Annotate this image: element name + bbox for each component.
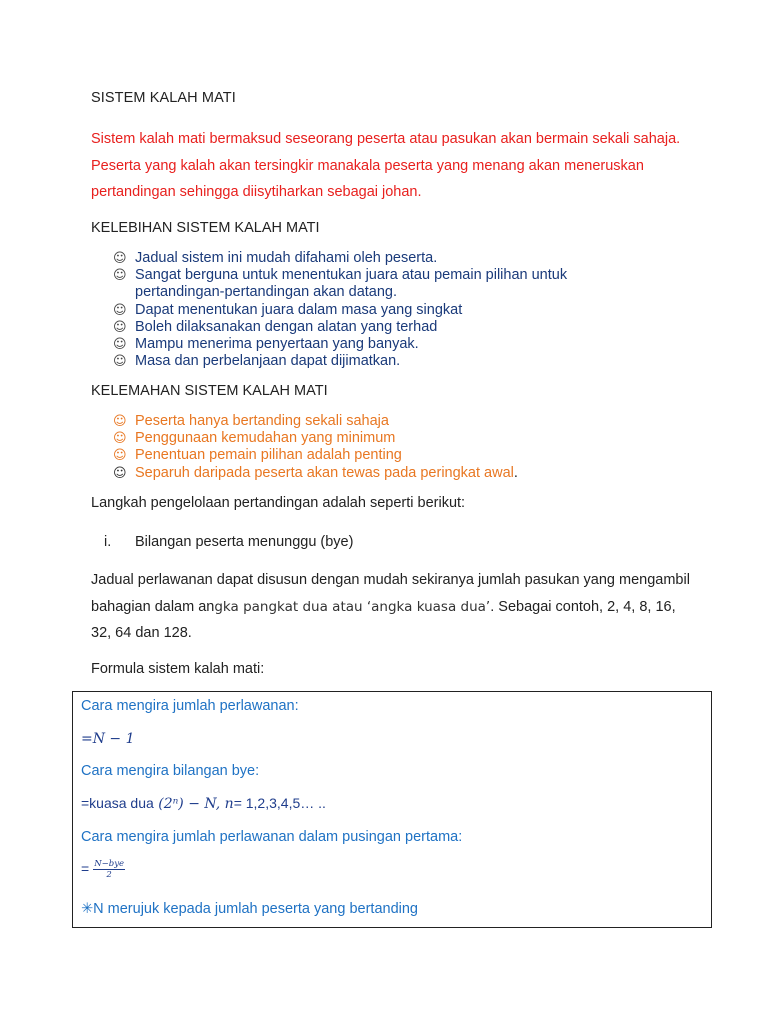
- step-text: Bilangan peserta menunggu (bye): [135, 534, 354, 550]
- disadvantages-list: [113, 413, 633, 482]
- list-item: ☺ Jadual sistem ini mudah difahami oleh peserta.: [113, 250, 438, 266]
- step-number: i.: [104, 534, 112, 550]
- list-item: ☺ Masa dan perbelanjaan dapat dijimatkan.: [113, 353, 401, 370]
- body-paragraph: Jadual perlawanan dapat disusun dengan mudah sekiranya jumlah pasukan yang mengambil bahagian dalam angka pangkat dua atau ‘angka kuasa dua’. Sebagai contoh, 2, 4, 8, 16, 32, 64 dan 128.: [91, 572, 690, 641]
- list-item: ☺ Mampu menerima penyertaan yang banyak.: [113, 336, 419, 353]
- smiley-icon: ☺: [113, 251, 127, 266]
- intro-paragraph: Sistem kalah mati bermaksud seseorang peserta atau pasukan akan bermain sekali sahaja. Peserta yang kalah akan tersingkir manakala peserta yang menang akan meneruskan pertandingan sehingga diisytiharkan sebagai johan.: [91, 131, 681, 200]
- matches-formula: =N − 1: [81, 731, 135, 747]
- page-title: SISTEM KALAH MATI: [91, 90, 236, 106]
- smiley-icon: ☺: [113, 448, 127, 464]
- bye-label: Cara mengira bilangan bye:: [81, 763, 260, 779]
- advantages-list: [113, 250, 613, 370]
- list-item: ☺ Penggunaan kemudahan yang minimum: [113, 430, 396, 447]
- list-item: ☺ Separuh daripada peserta akan tewas pada peringkat awal.: [113, 464, 518, 481]
- note: ✳N merujuk kepada jumlah peserta yang bertanding: [81, 901, 418, 917]
- smiley-icon: ☺: [113, 354, 127, 370]
- list-item: ☺ Penentuan pemain pilihan adalah penting: [113, 447, 402, 464]
- first-round-label: Cara mengira jumlah perlawanan dalam pusingan pertama:: [81, 829, 463, 845]
- list-item: ☺ Peserta hanya bertanding sekali sahaja: [113, 413, 389, 429]
- steps-intro: Langkah pengelolaan pertandingan adalah seperti berikut:: [91, 495, 466, 511]
- smiley-icon: ☺: [113, 414, 127, 429]
- advantages-heading: KELEBIHAN SISTEM KALAH MATI: [91, 220, 320, 236]
- matches-label: Cara mengira jumlah perlawanan:: [81, 698, 299, 714]
- smiley-icon: ☺: [113, 337, 127, 353]
- first-round-formula: = $\frac{\text{N−bye}}{2}$: [81, 859, 125, 880]
- list-item: ☺ Sangat berguna untuk menentukan juara atau pemain pilihan untuk pertandingan-pertandingan akan datang.: [113, 267, 568, 301]
- asterisk-icon: ✳: [81, 901, 94, 917]
- list-item: ☺ Boleh dilaksanakan dengan alatan yang terhad: [113, 318, 438, 335]
- smiley-icon: ☺: [113, 302, 127, 318]
- formula-box: [72, 691, 712, 928]
- formula-heading: Formula sistem kalah mati:: [91, 661, 265, 677]
- smiley-icon: ☺: [113, 268, 127, 284]
- smiley-icon: ☺: [113, 431, 127, 447]
- bye-formula: =kuasa dua (2ⁿ) − N, n= 1,2,3,4,5… ..: [81, 795, 326, 812]
- smiley-icon: ☺: [113, 319, 127, 335]
- disadvantages-heading: KELEMAHAN SISTEM KALAH MATI: [91, 383, 328, 399]
- smiley-icon: ☺: [113, 465, 127, 481]
- list-item: ☺ Dapat menentukan juara dalam masa yang singkat: [113, 301, 463, 318]
- step-item: [104, 534, 353, 550]
- fraction: $\frac{\text{N−bye}}{2}$: [94, 859, 125, 880]
